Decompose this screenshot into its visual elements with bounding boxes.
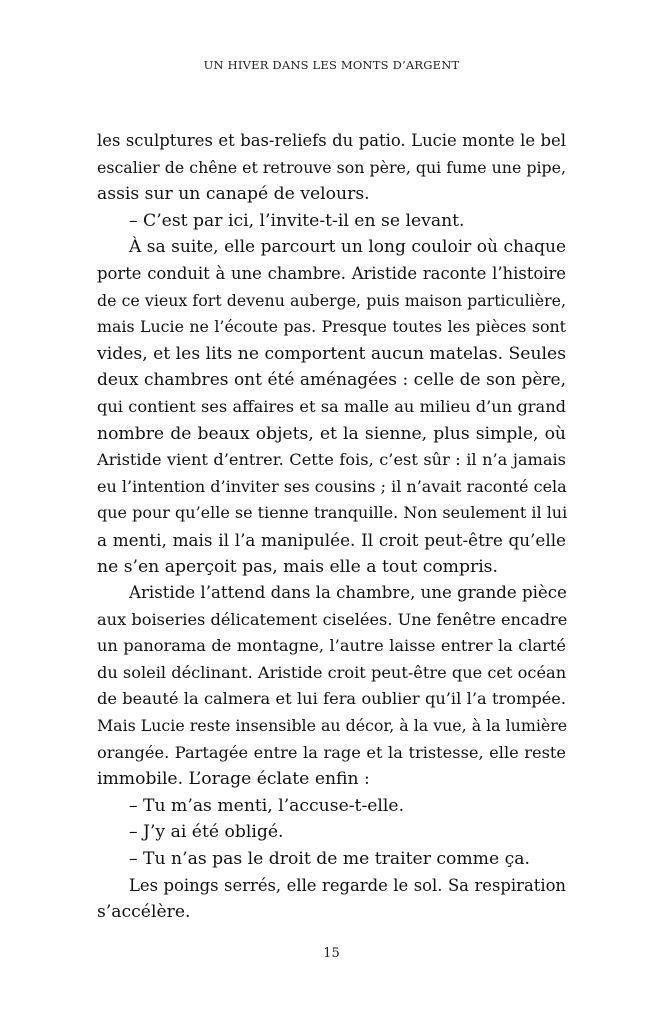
- text-line: À sa suite, elle parcourt un long couloir où chaque: [129, 237, 566, 258]
- text-line: Aristide l’attend dans la chambre, une grande pièce: [129, 583, 567, 603]
- text-line: Aristide vient d’entrer. Cette fois, c’est sûr : il n’a jamais: [97, 450, 566, 470]
- page-number: 15: [323, 946, 340, 961]
- text-line: qui contient ses affaires et sa malle au milieu d’un grand: [97, 396, 566, 416]
- text-line: les sculptures et bas-reliefs du patio. Lucie monte le bel: [97, 131, 566, 150]
- text-line: eu l’intention d’inviter ses cousins ; il n’avait raconté cela: [97, 476, 567, 496]
- text-line: de beauté la calmera et lui fera oublier qu’il l’a trompée.: [97, 689, 566, 709]
- text-line: de ce vieux fort devenu auberge, puis maison particulière,: [97, 290, 566, 310]
- text-line: Les poings serrés, elle regarde le sol. Sa respiration: [129, 875, 566, 895]
- text-line: que pour qu’elle se tienne tranquille. Non seulement il lui: [97, 503, 568, 523]
- text-line: – Tu n’as pas le droit de me traiter comme ça.: [129, 849, 530, 870]
- text-line: – Tu m’as menti, l’accuse-t-elle.: [129, 795, 405, 816]
- text-line: aux boiseries délicatement ciselées. Une fenêtre encadre: [97, 609, 568, 629]
- text-line: escalier de chêne et retrouve son père, qui fume une pipe,: [97, 157, 566, 177]
- text-line: immobile. L’orage éclate enfin :: [97, 769, 370, 790]
- text-line: a menti, mais il l’a manipulée. Il croit peut-être qu’elle: [97, 529, 566, 550]
- body-text: [97, 128, 566, 926]
- text-line: du soleil déclinant. Aristide croit peut-être que cet océan: [97, 662, 567, 682]
- running-head: UN HIVER DANS LES MONTS D’ARGENT: [203, 58, 460, 72]
- text-line: vides, et les lits ne comportent aucun matelas. Seules: [97, 343, 567, 364]
- text-line: – J’y ai été obligé.: [129, 822, 284, 843]
- text-line: nombre de beaux objets, et la sienne, plus simple, où: [97, 423, 566, 444]
- text-line: mais Lucie ne l’écoute pas. Presque toutes les pièces sont: [97, 317, 566, 337]
- text-line: – C’est par ici, l’invite-t-il en se levant.: [129, 210, 465, 231]
- text-line: ne s’en aperçoit pas, mais elle a tout compris.: [97, 556, 498, 577]
- text-line: assis sur un canapé de velours.: [97, 184, 370, 205]
- text-line: orangée. Partagée entre la rage et la tristesse, elle reste: [97, 742, 566, 762]
- text-line: s’accélère.: [97, 902, 191, 923]
- text-line: porte conduit à une chambre. Aristide raconte l’histoire: [97, 263, 566, 283]
- text-line: Mais Lucie reste insensible au décor, à la vue, à la lumière: [97, 716, 568, 736]
- text-line: deux chambres ont été aménagées : celle de son père,: [97, 370, 566, 391]
- text-line: un panorama de montagne, l’autre laisse entrer la clarté: [97, 636, 566, 656]
